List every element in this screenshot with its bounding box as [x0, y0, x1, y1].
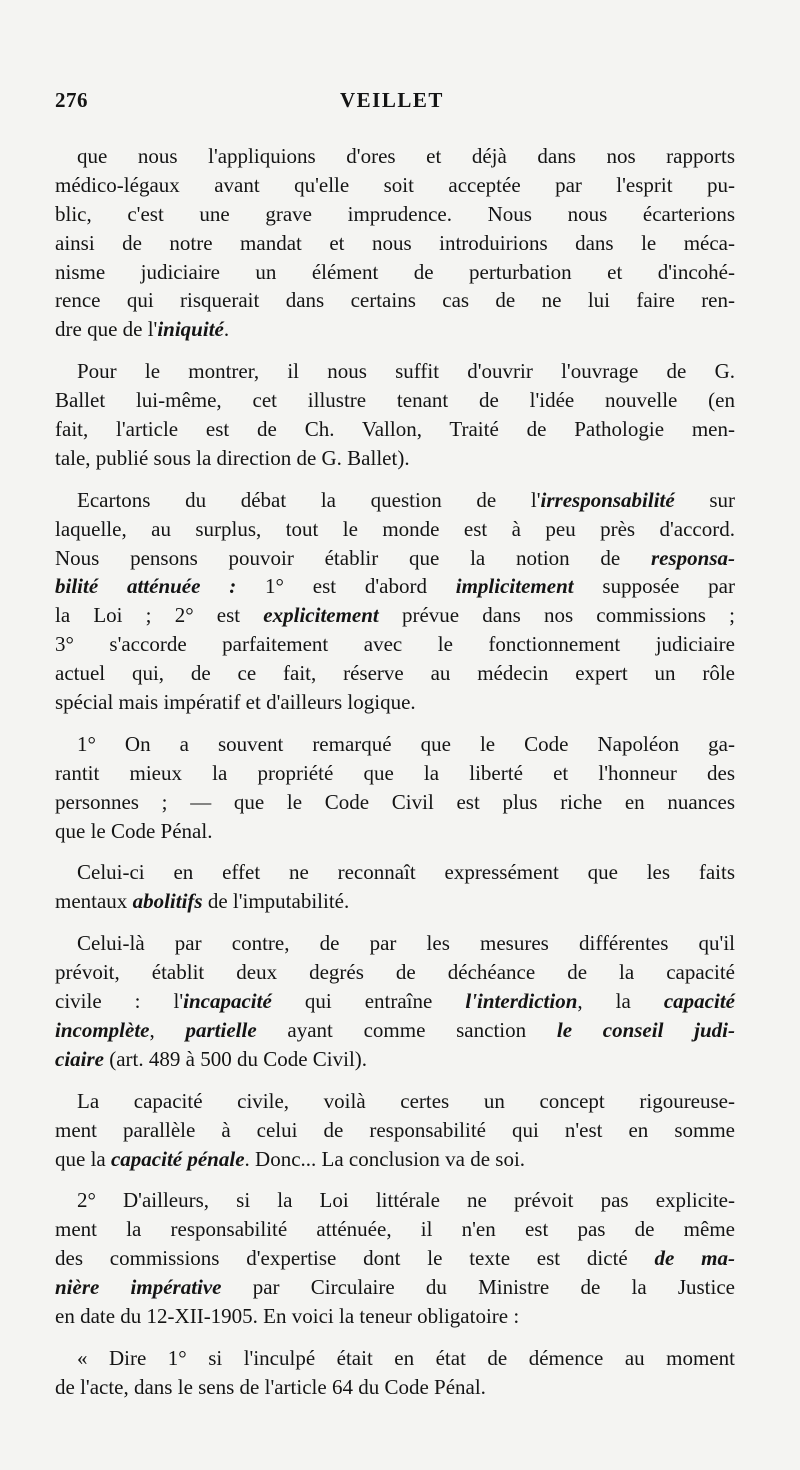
- italic-text: partielle: [185, 1017, 257, 1042]
- text-line: [55, 601, 735, 630]
- italic-text: incomplète: [55, 1017, 150, 1042]
- text-line: [55, 142, 735, 171]
- line-text: « Dire 1° si l'inculpé était en état de démence au moment: [77, 1345, 735, 1370]
- paragraph: [55, 858, 735, 916]
- line-text: que nous l'appliquions d'ores et déjà dans nos rapports: [77, 144, 735, 168]
- line-text: Nous pensons pouvoir établir que la notion de: [55, 545, 651, 570]
- text-line: [55, 730, 735, 759]
- line-text: .: [223, 317, 230, 342]
- text-line: [55, 929, 735, 958]
- paragraph: [55, 142, 735, 344]
- text-line: [55, 1344, 735, 1373]
- text-line: [55, 171, 735, 200]
- italic-text: bilité atténuée :: [55, 574, 237, 599]
- text-line: [55, 1116, 735, 1145]
- line-text: actuel qui, de ce fait, réserve au médecin expert un rôle: [55, 661, 735, 686]
- line-text: que la: [55, 1146, 111, 1171]
- text-line: [55, 659, 735, 688]
- line-text: dre que de l': [55, 317, 158, 342]
- line-text: de l'acte, dans le sens de l'article 64 du Code Pénal.: [55, 1374, 486, 1399]
- line-text: Celui-ci en effet ne reconnaît expressément que les faits: [77, 860, 735, 885]
- text-line: [55, 1215, 735, 1244]
- text-line: [55, 315, 735, 344]
- line-text: fait, l'article est de Ch. Vallon, Traité de Pathologie men-: [55, 417, 735, 442]
- line-text: (art. 489 à 500 du Code Civil).: [103, 1046, 368, 1071]
- text-line: [55, 688, 735, 717]
- line-text: nisme judiciaire un élément de perturbation et d'incohé-: [55, 259, 735, 284]
- text-line: [55, 858, 735, 887]
- text-line: [55, 357, 735, 386]
- text-line: [55, 817, 735, 846]
- running-head: VEILLET: [340, 88, 444, 112]
- line-text: 3° s'accorde parfaitement avec le fonctionnement judiciaire: [55, 632, 735, 657]
- line-text: Pour le montrer, il nous suffit d'ouvrir l'ouvrage de G.: [77, 359, 735, 384]
- italic-text: capacité: [663, 989, 735, 1014]
- line-text: supposée par: [573, 574, 735, 599]
- paragraph: [55, 357, 735, 473]
- line-text: 1° On a souvent remarqué que le Code Napoléon ga-: [77, 731, 735, 756]
- paragraph: [55, 1344, 735, 1402]
- paragraph: [55, 1087, 735, 1174]
- text-line: [55, 1373, 735, 1402]
- italic-text: abolitifs: [132, 889, 203, 914]
- text-line: [55, 572, 735, 601]
- line-text: rantit mieux la propriété que la liberté et l'honneur des: [55, 760, 735, 785]
- text-line: [55, 630, 735, 659]
- italic-text: incapacité: [183, 989, 272, 1014]
- text-line: [55, 486, 735, 515]
- text-line: [55, 258, 735, 287]
- text-line: [55, 1045, 735, 1074]
- line-text: laquelle, au surplus, tout le monde est à peu près d'accord.: [55, 516, 735, 541]
- text-line: [55, 1186, 735, 1215]
- line-text: rence qui risquerait dans certains cas de ne lui faire ren-: [55, 288, 735, 313]
- italic-text: nière impérative: [55, 1275, 222, 1300]
- line-text: Ecartons du débat la question de l': [77, 487, 541, 512]
- italic-text: explicitement: [263, 603, 379, 628]
- line-text: blic, c'est une grave imprudence. Nous nous écarterions: [55, 201, 735, 226]
- line-text: des commissions d'expertise dont le texte est dicté: [55, 1246, 655, 1271]
- paragraph: [55, 929, 735, 1073]
- line-text: 2° D'ailleurs, si la Loi littérale ne prévoit pas explicite-: [77, 1188, 735, 1213]
- paragraph: [55, 730, 735, 846]
- text-line: [55, 386, 735, 415]
- text-line: [55, 887, 735, 916]
- line-text: La capacité civile, voilà certes un concept rigoureuse-: [77, 1088, 735, 1113]
- line-text: ment parallèle à celui de responsabilité qui n'est en somme: [55, 1117, 735, 1142]
- text-line: [55, 1087, 735, 1116]
- line-text: de l'imputabilité.: [202, 889, 350, 914]
- line-text: ment la responsabilité atténuée, il n'en est pas de même: [55, 1217, 735, 1242]
- line-text: . Donc... La conclusion va de soi.: [244, 1146, 526, 1171]
- line-text: Ballet lui-même, cet illustre tenant de l'idée nouvelle (en: [55, 388, 735, 413]
- text-line: [55, 286, 735, 315]
- paragraph: [55, 1186, 735, 1330]
- body-text: [55, 142, 735, 1415]
- italic-text: l'interdiction: [465, 989, 578, 1014]
- text-line: [55, 759, 735, 788]
- text-line: [55, 1145, 735, 1174]
- line-text: prévue dans nos commissions ;: [378, 603, 735, 628]
- line-text: , la: [577, 989, 664, 1014]
- line-text: personnes ; — que le Code Civil est plus riche en nuances: [55, 789, 735, 814]
- italic-text: le conseil judi-: [556, 1017, 735, 1042]
- text-line: [55, 515, 735, 544]
- line-text: ,: [149, 1017, 186, 1042]
- line-text: ainsi de notre mandat et nous introduirions dans le méca-: [55, 230, 735, 255]
- text-line: [55, 1016, 735, 1045]
- line-text: prévoit, établit deux degrés de déchéance de la capacité: [55, 960, 735, 985]
- text-line: [55, 200, 735, 229]
- text-line: [55, 987, 735, 1016]
- line-text: qui entraîne: [271, 989, 466, 1014]
- line-text: tale, publié sous la direction de G. Ballet).: [55, 445, 410, 470]
- text-line: [55, 415, 735, 444]
- text-line: [55, 229, 735, 258]
- line-text: civile : l': [55, 989, 184, 1014]
- line-text: en date du 12-XII-1905. En voici la teneur obligatoire :: [55, 1303, 520, 1328]
- page-header: [55, 88, 735, 118]
- line-text: Celui-là par contre, de par les mesures différentes qu'il: [77, 931, 735, 956]
- page-number: 276: [55, 88, 88, 112]
- line-text: par Circulaire du Ministre de la Justice: [221, 1275, 735, 1300]
- text-line: [55, 1273, 735, 1302]
- italic-text: irresponsabilité: [540, 487, 675, 512]
- line-text: médico-légaux avant qu'elle soit acceptée par l'esprit pu-: [55, 172, 735, 197]
- line-text: ayant comme sanction: [256, 1017, 557, 1042]
- text-line: [55, 544, 735, 573]
- italic-text: capacité pénale: [110, 1146, 245, 1171]
- italic-text: responsa-: [650, 545, 735, 570]
- text-line: [55, 444, 735, 473]
- italic-text: ciaire: [55, 1046, 104, 1071]
- line-text: mentaux: [55, 889, 133, 914]
- line-text: spécial mais impératif et d'ailleurs logique.: [55, 690, 416, 715]
- italic-text: de ma-: [654, 1246, 735, 1271]
- text-line: [55, 1244, 735, 1273]
- line-text: 1° est d'abord: [236, 574, 456, 599]
- line-text: que le Code Pénal.: [55, 818, 213, 843]
- text-line: [55, 958, 735, 987]
- paragraph: [55, 486, 735, 717]
- italic-text: implicitement: [455, 574, 574, 599]
- text-line: [55, 1302, 735, 1331]
- line-text: sur: [674, 487, 736, 512]
- italic-text: iniquité: [157, 317, 224, 342]
- text-line: [55, 788, 735, 817]
- line-text: la Loi ; 2° est: [55, 603, 264, 628]
